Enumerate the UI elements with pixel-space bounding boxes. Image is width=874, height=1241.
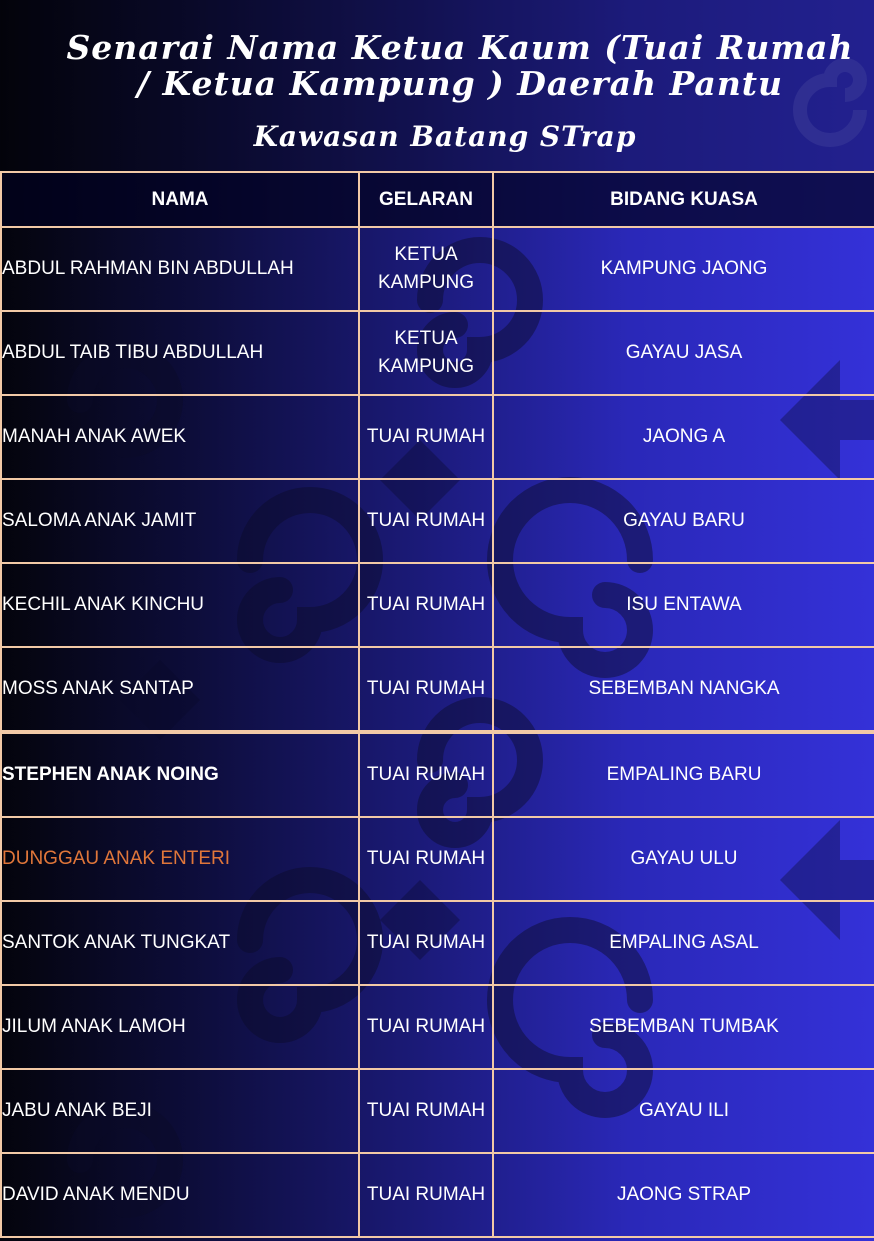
cell-bidang-kuasa: GAYAU ULU: [493, 817, 874, 901]
column-header-nama: NAMA: [1, 172, 359, 227]
cell-bidang-kuasa: SEBEMBAN NANGKA: [493, 647, 874, 732]
roster-table: [0, 171, 874, 1238]
page-subtitle: Kawasan Batang STrap: [253, 120, 637, 153]
table-row: [1, 817, 874, 901]
cell-nama: ABDUL RAHMAN BIN ABDULLAH: [1, 227, 359, 311]
cell-gelaran: TUAI RUMAH: [359, 732, 493, 817]
page-title: Senarai Nama Ketua Kaum (Tuai Rumah / Ketua Kampung ) Daerah Pantu: [66, 28, 854, 103]
cell-gelaran: KETUA KAMPUNG: [359, 311, 493, 395]
cell-bidang-kuasa: JAONG STRAP: [493, 1153, 874, 1237]
table-row: [1, 1069, 874, 1153]
table-row: [1, 985, 874, 1069]
cell-nama: STEPHEN ANAK NOING: [1, 732, 359, 817]
table-row: [1, 901, 874, 985]
table-row: [1, 732, 874, 817]
header: [0, 0, 874, 172]
cell-nama: DUNGGAU ANAK ENTERI: [1, 817, 359, 901]
table-row: [1, 1153, 874, 1237]
cell-gelaran: TUAI RUMAH: [359, 1069, 493, 1153]
table-row: [1, 479, 874, 563]
cell-bidang-kuasa: GAYAU BARU: [493, 479, 874, 563]
table-row: [1, 311, 874, 395]
cell-bidang-kuasa: KAMPUNG JAONG: [493, 227, 874, 311]
cell-nama: JABU ANAK BEJI: [1, 1069, 359, 1153]
cell-nama: DAVID ANAK MENDU: [1, 1153, 359, 1237]
cell-bidang-kuasa: EMPALING ASAL: [493, 901, 874, 985]
cell-nama: JILUM ANAK LAMOH: [1, 985, 359, 1069]
cell-nama: MOSS ANAK SANTAP: [1, 647, 359, 732]
cell-nama: KECHIL ANAK KINCHU: [1, 563, 359, 647]
cell-bidang-kuasa: GAYAU JASA: [493, 311, 874, 395]
table-row: [1, 227, 874, 311]
table-row: [1, 563, 874, 647]
cell-gelaran: TUAI RUMAH: [359, 647, 493, 732]
cell-gelaran: TUAI RUMAH: [359, 817, 493, 901]
cell-bidang-kuasa: SEBEMBAN TUMBAK: [493, 985, 874, 1069]
cell-gelaran: TUAI RUMAH: [359, 395, 493, 479]
cell-nama: SALOMA ANAK JAMIT: [1, 479, 359, 563]
cell-gelaran: TUAI RUMAH: [359, 1153, 493, 1237]
column-header-bidang-kuasa: BIDANG KUASA: [493, 172, 874, 227]
table-row: [1, 395, 874, 479]
cell-bidang-kuasa: GAYAU ILI: [493, 1069, 874, 1153]
column-header-gelaran: GELARAN: [359, 172, 493, 227]
cell-nama: MANAH ANAK AWEK: [1, 395, 359, 479]
cell-gelaran: TUAI RUMAH: [359, 985, 493, 1069]
cell-gelaran: TUAI RUMAH: [359, 901, 493, 985]
table-row: [1, 647, 874, 732]
cell-gelaran: KETUA KAMPUNG: [359, 227, 493, 311]
cell-bidang-kuasa: JAONG A: [493, 395, 874, 479]
table-header-row: [1, 172, 874, 227]
cell-nama: ABDUL TAIB TIBU ABDULLAH: [1, 311, 359, 395]
cell-bidang-kuasa: EMPALING BARU: [493, 732, 874, 817]
cell-gelaran: TUAI RUMAH: [359, 563, 493, 647]
cell-bidang-kuasa: ISU ENTAWA: [493, 563, 874, 647]
cell-gelaran: TUAI RUMAH: [359, 479, 493, 563]
cell-nama: SANTOK ANAK TUNGKAT: [1, 901, 359, 985]
